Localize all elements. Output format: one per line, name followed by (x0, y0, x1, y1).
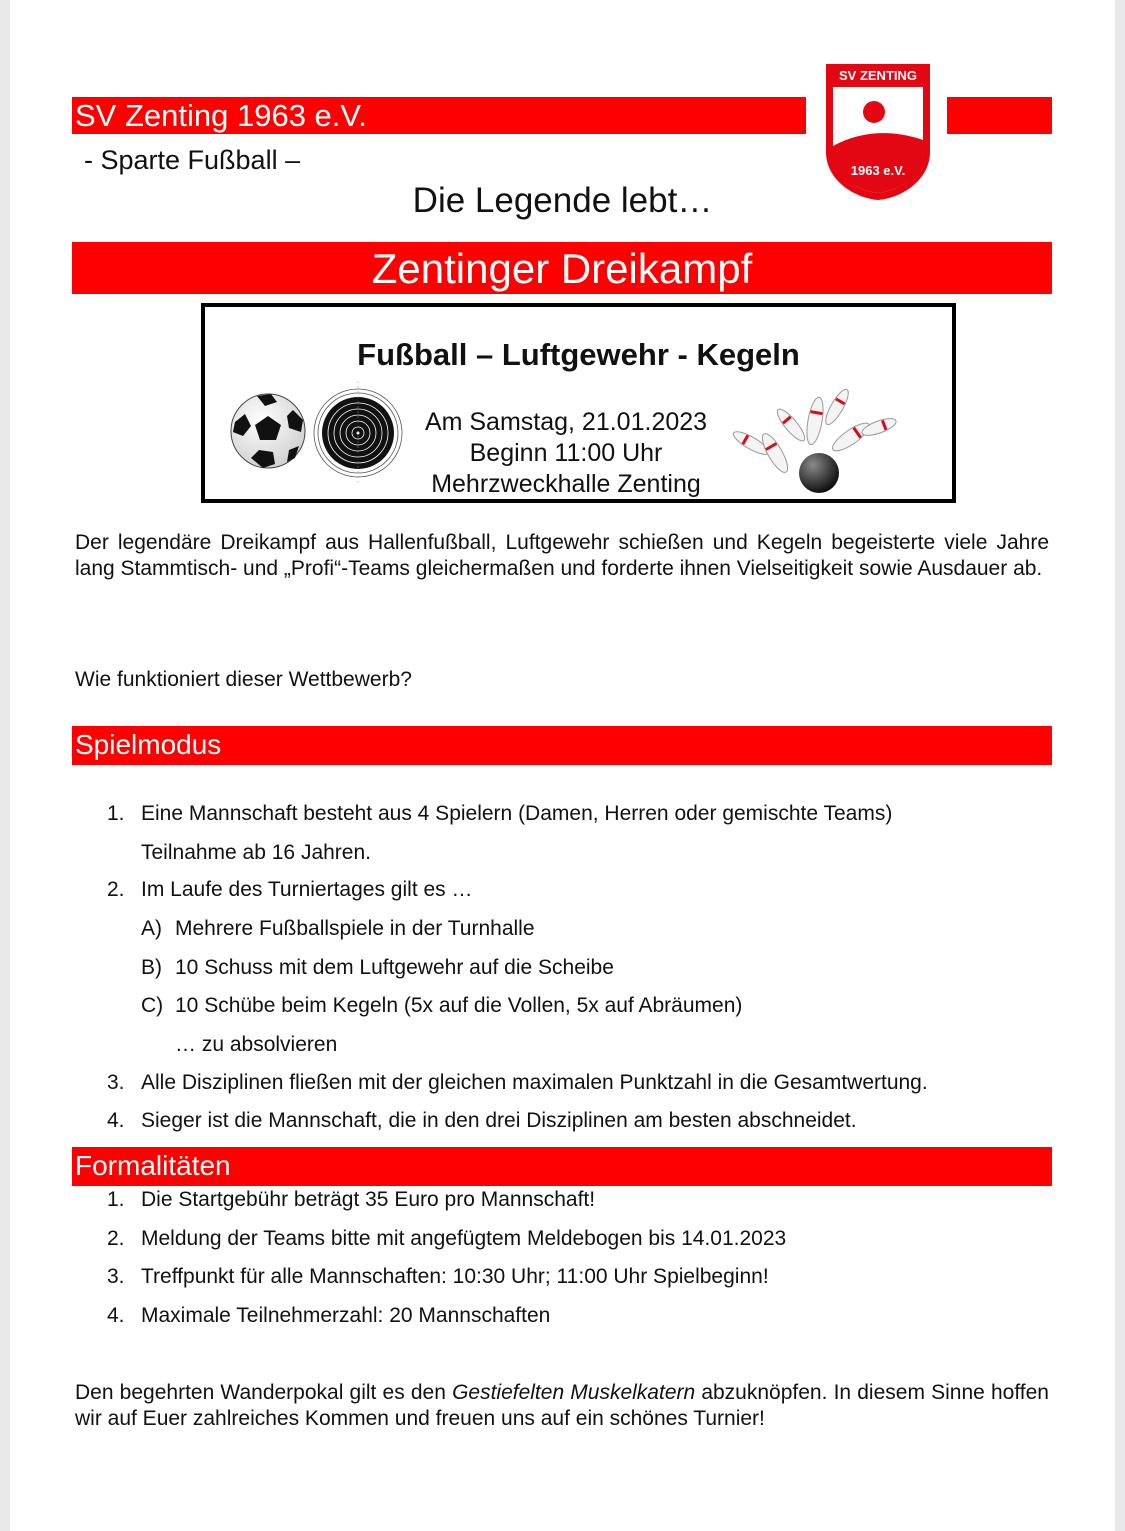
spielmodus-heading: Spielmodus (75, 729, 222, 760)
club-title-bar-right (947, 97, 1052, 134)
event-banner (72, 242, 1052, 294)
list-text: Im Laufe des Turniertages gilt es … (141, 878, 473, 901)
list-text: Maximale Teilnehmerzahl: 20 Mannschaften (141, 1304, 551, 1327)
event-details (405, 407, 727, 500)
list-text: Meldung der Teams bitte mit angefügtem Meldebogen bis 14.01.2023 (141, 1227, 787, 1250)
list-text: Treffpunkt für alle Mannschaften: 10:30 Uhr; 11:00 Uhr Spielbeginn! (141, 1265, 769, 1288)
sub-list-label: B) (141, 956, 162, 979)
list-number: 2. (107, 878, 125, 901)
division-label: - Sparte Fußball – (84, 145, 301, 175)
spielmodus-heading-bar (72, 726, 1052, 765)
disciplines-heading: Fußball – Luftgewehr - Kegeln (357, 337, 800, 372)
sub-list-label: C) (141, 994, 164, 1017)
list-number: 4. (107, 1304, 125, 1327)
tagline: Die Legende lebt… (412, 181, 713, 220)
flyer-page (10, 0, 1115, 1531)
list-text: Eine Mannschaft besteht aus 4 Spielern (Damen, Herren oder gemischte Teams) (141, 802, 893, 825)
logo-bottom-text: 1963 e.V. (850, 163, 906, 178)
formalitaeten-heading: Formalitäten (75, 1150, 231, 1181)
soccer-ball-icon (229, 392, 307, 470)
list-text: Teilnahme ab 16 Jahren. (141, 841, 371, 864)
list-number: 1. (107, 1188, 125, 1211)
list-text: Alle Disziplinen fließen mit der gleichen maximalen Punktzahl in die Gesamtwertung. (141, 1071, 928, 1094)
list-number: 3. (107, 1265, 125, 1288)
shooting-target-icon (312, 377, 404, 489)
sub-list-text: 10 Schuss mit dem Luftgewehr auf die Scheibe (175, 956, 614, 979)
event-date: Am Samstag, 21.01.2023 (424, 408, 708, 436)
sub-list-tail-text: … zu absolvieren (175, 1033, 338, 1056)
list-number: 2. (107, 1227, 125, 1250)
closing-text-before: Den begehrten Wanderpokal gilt es den (75, 1381, 453, 1404)
list-number: 4. (107, 1109, 125, 1132)
formalitaeten-heading-bar (72, 1147, 1052, 1186)
club-name: SV Zenting 1963 e.V. (75, 98, 367, 133)
sub-list-label: A) (141, 917, 162, 940)
sub-list-text: Mehrere Fußballspiele in der Turnhalle (175, 917, 535, 940)
list-number: 3. (107, 1071, 125, 1094)
list-text: Sieger ist die Mannschaft, die in den drei Disziplinen am besten abschneidet. (141, 1109, 857, 1132)
question-text: Wie funktioniert dieser Wettbewerb? (75, 668, 412, 691)
bowling-icon (733, 385, 903, 495)
club-logo (822, 60, 934, 202)
intro-paragraph: Der legendäre Dreikampf aus Hallenfußball, Luftgewehr schießen und Kegeln begeisterte viele Jahre lang Stammtisch- und „Profi“-Teams gleichermaßen und forderte ihnen Vielseitigkeit sowie Ausdauer ab. (75, 531, 1049, 580)
list-number: 1. (107, 802, 125, 825)
sub-list-text: 10 Schübe beim Kegeln (5x auf die Vollen, 5x auf Abräumen) (175, 994, 743, 1017)
event-info-box (201, 303, 956, 503)
event-time: Beginn 11:00 Uhr (469, 439, 663, 467)
list-text: Die Startgebühr beträgt 35 Euro pro Mannschaft! (141, 1188, 596, 1211)
club-title-bar (72, 97, 806, 134)
closing-text-after: abzuknöpfen. In diesem Sinne hoffen wir auf Euer zahlreiches Kommen und freuen uns auf ein schönes Turnier! (75, 1381, 1049, 1430)
event-venue: Mehrzweckhalle Zenting (431, 470, 701, 498)
logo-top-text: SV ZENTING (838, 68, 918, 83)
event-title: Zentinger Dreikampf (371, 245, 753, 292)
trophy-holder-name: Gestiefelten Muskelkatern (452, 1381, 696, 1404)
closing-paragraph (75, 1380, 1049, 1432)
